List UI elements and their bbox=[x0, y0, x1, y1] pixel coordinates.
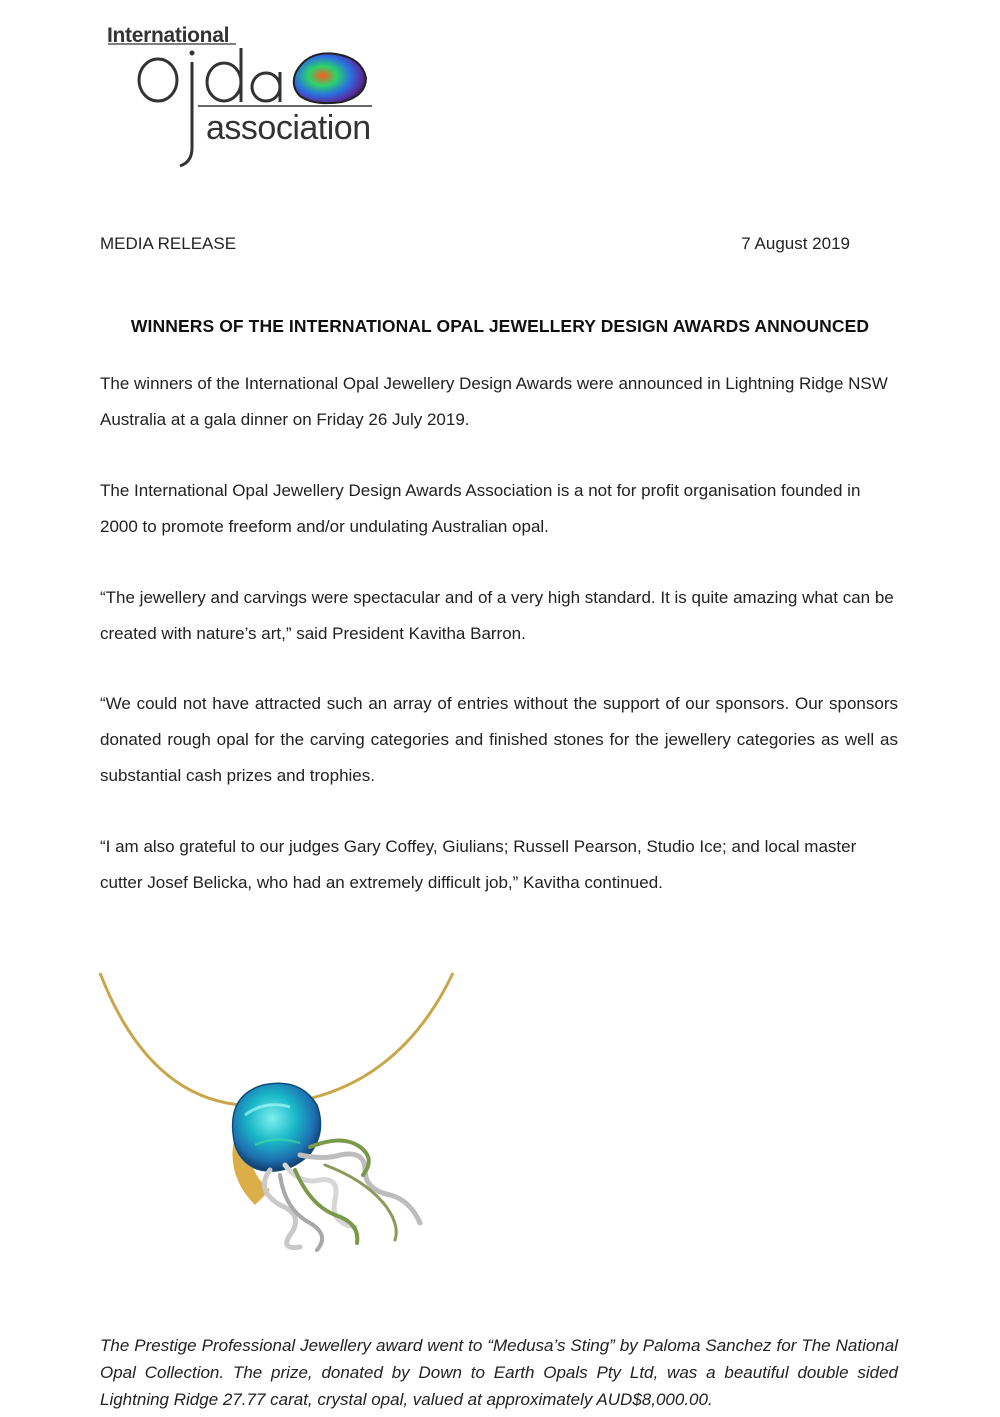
ojda-logo bbox=[100, 20, 390, 180]
paragraph-1: The winners of the International Opal Jewellery Design Awards were announced in Lightning Ridge NSW Australia at a gala dinner on Friday 26 July 2019. bbox=[100, 374, 888, 429]
page-title: WINNERS OF THE INTERNATIONAL OPAL JEWELLERY DESIGN AWARDS ANNOUNCED bbox=[130, 316, 870, 336]
paragraph-4: “We could not have attracted such an array of entries without the support of our sponsors. Our sponsors donated rough opal for the carving categories and finished stones for the jewellery categories as well as substantial cash prizes and trophies. bbox=[100, 694, 898, 785]
release-date: 7 August 2019 bbox=[741, 234, 850, 253]
paragraph-3: “The jewellery and carvings were spectacular and of a very high standard. It is quite amazing what can be created with nature’s art,” said President Kavitha Barron. bbox=[100, 588, 894, 643]
image-caption: The Prestige Professional Jewellery award went to “Medusa’s Sting” by Paloma Sanchez for The National Opal Collection. The prize, donated by Down to Earth Opals Pty Ltd, was a beautiful double sided Lightning Ridge 27.77 carat, crystal opal, valued at approximately AUD$8,000.00. bbox=[100, 1336, 898, 1409]
paragraph-5: “I am also grateful to our judges Gary Coffey, Giulians; Russell Pearson, Studio Ice; and local master cutter Josef Belicka, who had an extremely difficult job,” Kavitha continued. bbox=[100, 837, 857, 892]
logo-top-word: International bbox=[107, 24, 230, 47]
paragraph-2: The International Opal Jewellery Design Awards Association is a not for profit organisation founded in 2000 to promote freeform and/or undulating Australian opal. bbox=[100, 481, 861, 536]
opal-stone-icon bbox=[294, 53, 366, 103]
media-release-label: MEDIA RELEASE bbox=[100, 234, 237, 253]
logo-bottom-word: association bbox=[206, 109, 371, 147]
jellyfish-necklace-illustration bbox=[95, 965, 475, 1265]
